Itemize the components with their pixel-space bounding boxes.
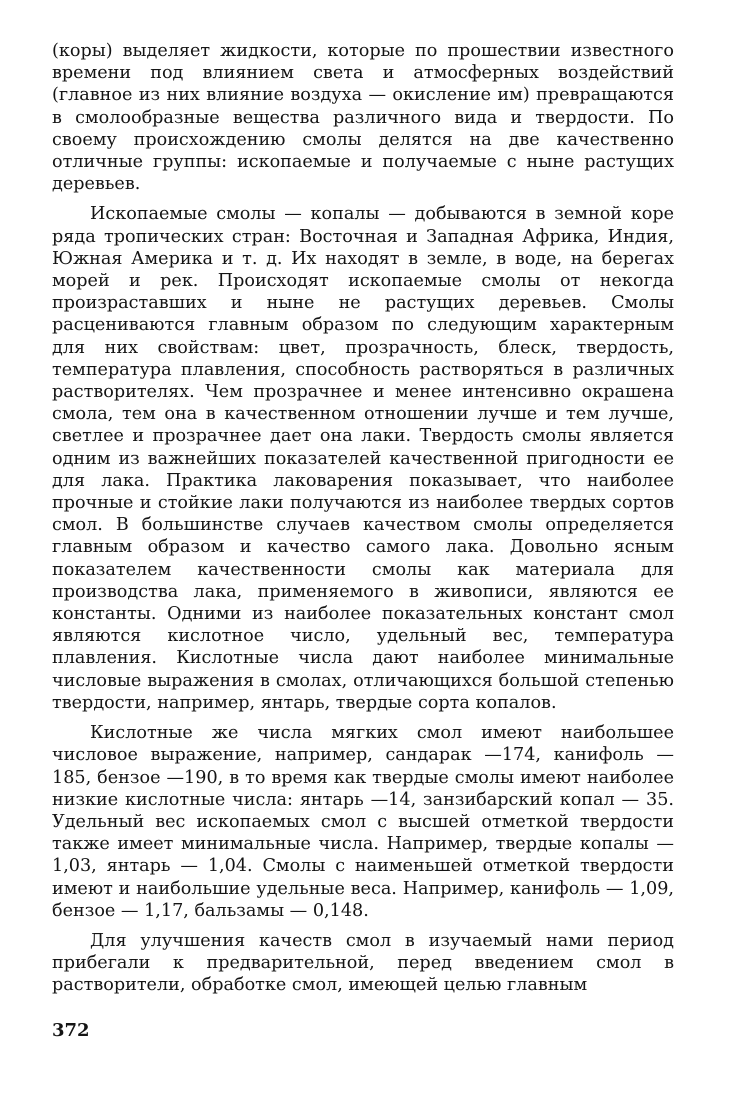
- paragraph-resin-treatment: Для улучшения качеств смол в изучаемый нами период прибегали к предварительной, перед введением смол в растворители, обработке смол, имеющей целью главным: [52, 930, 674, 996]
- paragraph-acid-numbers: Кислотные же числа мягких смол имеют наибольшее числовое выражение, например, сандарак —174, канифоль — 185, бензое —190, в то время как твердые смолы имеют наиболее низкие кислотные числа: янтарь —14, занзибарский копал — 35. Удельный вес ископаемых смол с высшей отметкой твердости также имеет минимальные числа. Например, твердые копалы — 1,03, янтарь — 1,04. Смолы с наименьшей отметкой твердости имеют и наибольшие удельные веса. Например, канифоль — 1,09, бензое — 1,17, бальзамы — 0,148.: [52, 723, 674, 921]
- book-page: [52, 40, 674, 1050]
- paragraph-continuation: (коры) выделяет жидкости, которые по прошествии известного времени под влиянием света и атмосферных воздействий (главное из них влияние воздуха — окисление им) превращаются в смолообразные вещества различного вида и твердости. По своему происхождению смолы делятся на две качественно отличные группы: ископаемые и получаемые с ныне растущих деревьев.: [52, 41, 674, 195]
- page-number: 372: [52, 1020, 90, 1041]
- paragraph-fossil-resins: Ископаемые смолы — копалы — добываются в земной коре ряда тропических стран: Восточная и Западная Африка, Индия, Южная Америка и т. д. Их находят в земле, в воде, на берегах морей и рек. Происходят ископаемые смолы от некогда произраставших и ныне не растущих деревьев. Смолы расцениваются главным образом по следующим характерным для них свойствам: цвет, прозрачность, блеск, твердость, температура плавления, способность растворяться в различных растворителях. Чем прозрачнее и менее интенсивно окрашена смола, тем она в качественном отношении лучше и тем лучше, светлее и прозрачнее дает она лаки. Твердость смолы является одним из важнейших показателей качественной пригодности ее для лака. Практика лаковарения показывает, что наиболее прочные и стойкие лаки получаются из наиболее твердых сортов смол. В большинстве случаев качеством смолы определяется главным образом и качество самого лака. Довольно ясным показателем качественности смолы как материала для производства лака, применяемого в живописи, являются ее константы. Одними из наиболее показательных констант смол являются кислотное число, удельный вес, температура плавления. Кислотные числа дают наиболее минимальные числовые выражения в смолах, отличающихся большой степенью твердости, например, янтарь, твердые сорта копалов.: [52, 204, 674, 713]
